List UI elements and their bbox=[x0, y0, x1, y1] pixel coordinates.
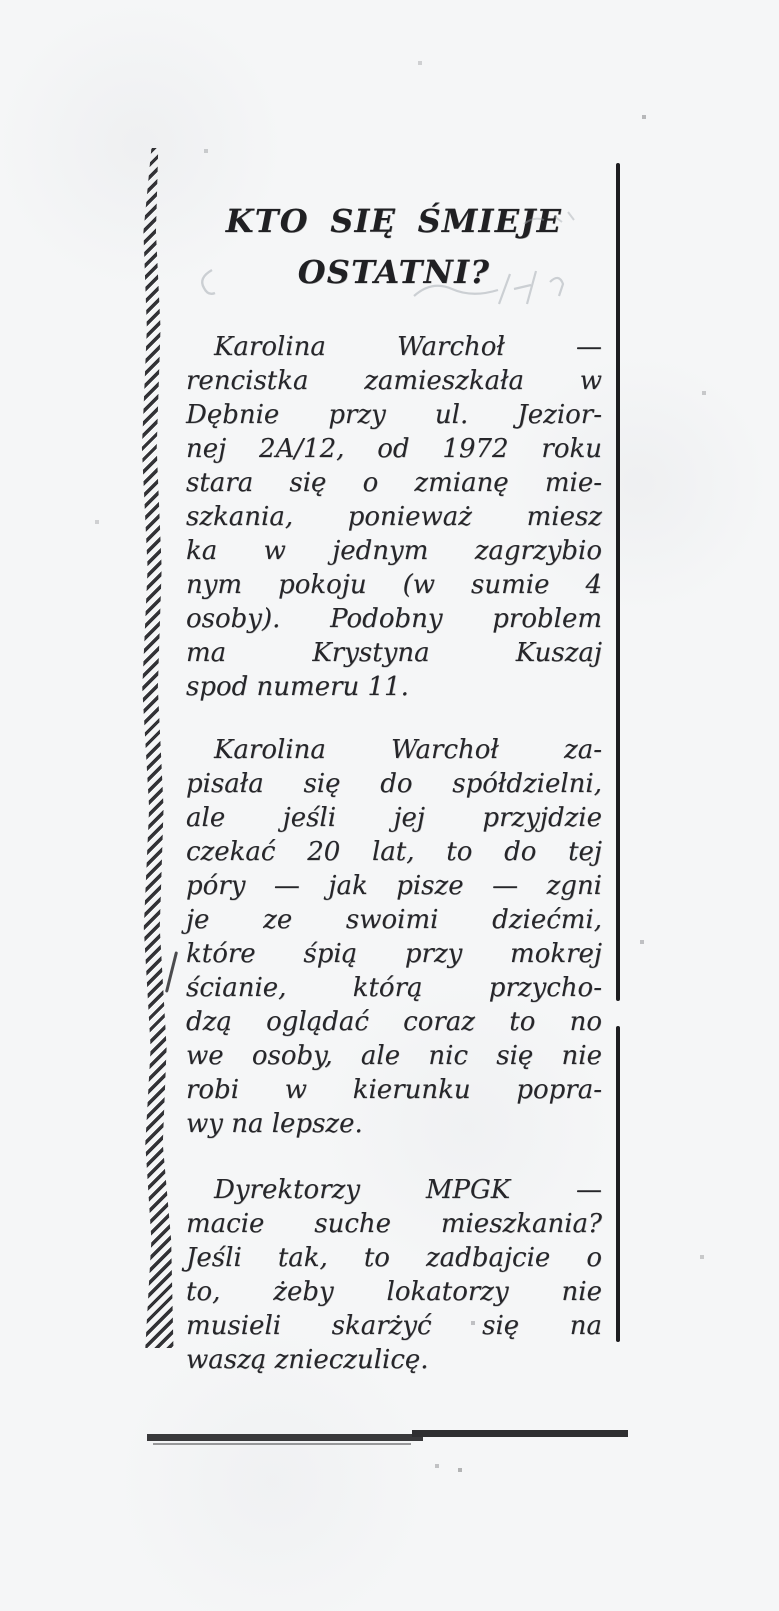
text-line: Karolina Warchoł za- bbox=[214, 735, 602, 765]
pencil-smudge bbox=[408, 262, 588, 318]
text-line: ścianie, którą przycho- bbox=[186, 973, 602, 1003]
text-line: je ze swoimi dziećmi, bbox=[186, 905, 602, 935]
column-rule-right-upper bbox=[616, 163, 620, 1001]
paragraph bbox=[186, 1173, 602, 1377]
article-title-line: KTO SIĘ ŚMIEJE bbox=[225, 202, 563, 240]
text-line: robi w kierunku popra- bbox=[186, 1075, 602, 1105]
text-line: Karolina Warchoł — bbox=[214, 332, 602, 362]
text-line: szkania, ponieważ miesz bbox=[186, 502, 602, 532]
text-line: nej 2A/12, od 1972 roku bbox=[186, 434, 602, 464]
text-line: czekać 20 lat, to do tej bbox=[186, 837, 602, 867]
text-line: pisała się do spółdzielni, bbox=[186, 769, 602, 799]
text-line: Dębnie przy ul. Jezior- bbox=[186, 400, 602, 430]
text-line: ale jeśli jej przyjdzie bbox=[186, 803, 602, 833]
article-title-line: OSTATNI? bbox=[297, 253, 491, 291]
pencil-smudge bbox=[190, 264, 220, 304]
text-line: ma Krystyna Kuszaj bbox=[186, 638, 602, 668]
text-line: które śpią przy mokrej bbox=[186, 939, 602, 969]
column-rule-right-lower bbox=[616, 1026, 620, 1342]
pen-stroke-mark bbox=[165, 951, 178, 992]
torn-edge-hatching bbox=[140, 148, 178, 1348]
text-line: Jeśli tak, to zadbajcie o bbox=[186, 1243, 602, 1273]
text-line: osoby). Podobny problem bbox=[186, 604, 602, 634]
text-line: rencistka zamieszkała w bbox=[186, 366, 602, 396]
text-line: wy na lepsze. bbox=[186, 1109, 363, 1139]
text-line: póry — jak pisze — zgni bbox=[186, 871, 602, 901]
text-line: ka w jednym zagrzybio bbox=[186, 536, 602, 566]
text-line: spod numeru 11. bbox=[186, 672, 409, 702]
text-line: macie suche mieszkania? bbox=[186, 1209, 602, 1239]
text-line: dzą oglądać coraz to no bbox=[186, 1007, 602, 1037]
pencil-smudge bbox=[520, 206, 580, 232]
article-column bbox=[186, 196, 602, 1377]
scan-specks bbox=[0, 0, 2, 2]
text-line: stara się o zmianę mie- bbox=[186, 468, 602, 498]
bottom-rule-echo bbox=[153, 1443, 411, 1445]
paragraph bbox=[186, 733, 602, 1141]
text-line: musieli skarżyć się na bbox=[186, 1311, 602, 1341]
paragraph bbox=[186, 330, 602, 704]
text-line: nym pokoju (w sumie 4 bbox=[186, 570, 602, 600]
text-line: we osoby, ale nic się nie bbox=[186, 1041, 602, 1071]
text-line: to, żeby lokatorzy nie bbox=[186, 1277, 602, 1307]
text-line: waszą znieczulicę. bbox=[186, 1345, 429, 1375]
bottom-rule-right-segment bbox=[412, 1430, 628, 1437]
text-line: Dyrektorzy MPGK — bbox=[214, 1175, 602, 1205]
bottom-rule-left-segment bbox=[147, 1434, 423, 1441]
